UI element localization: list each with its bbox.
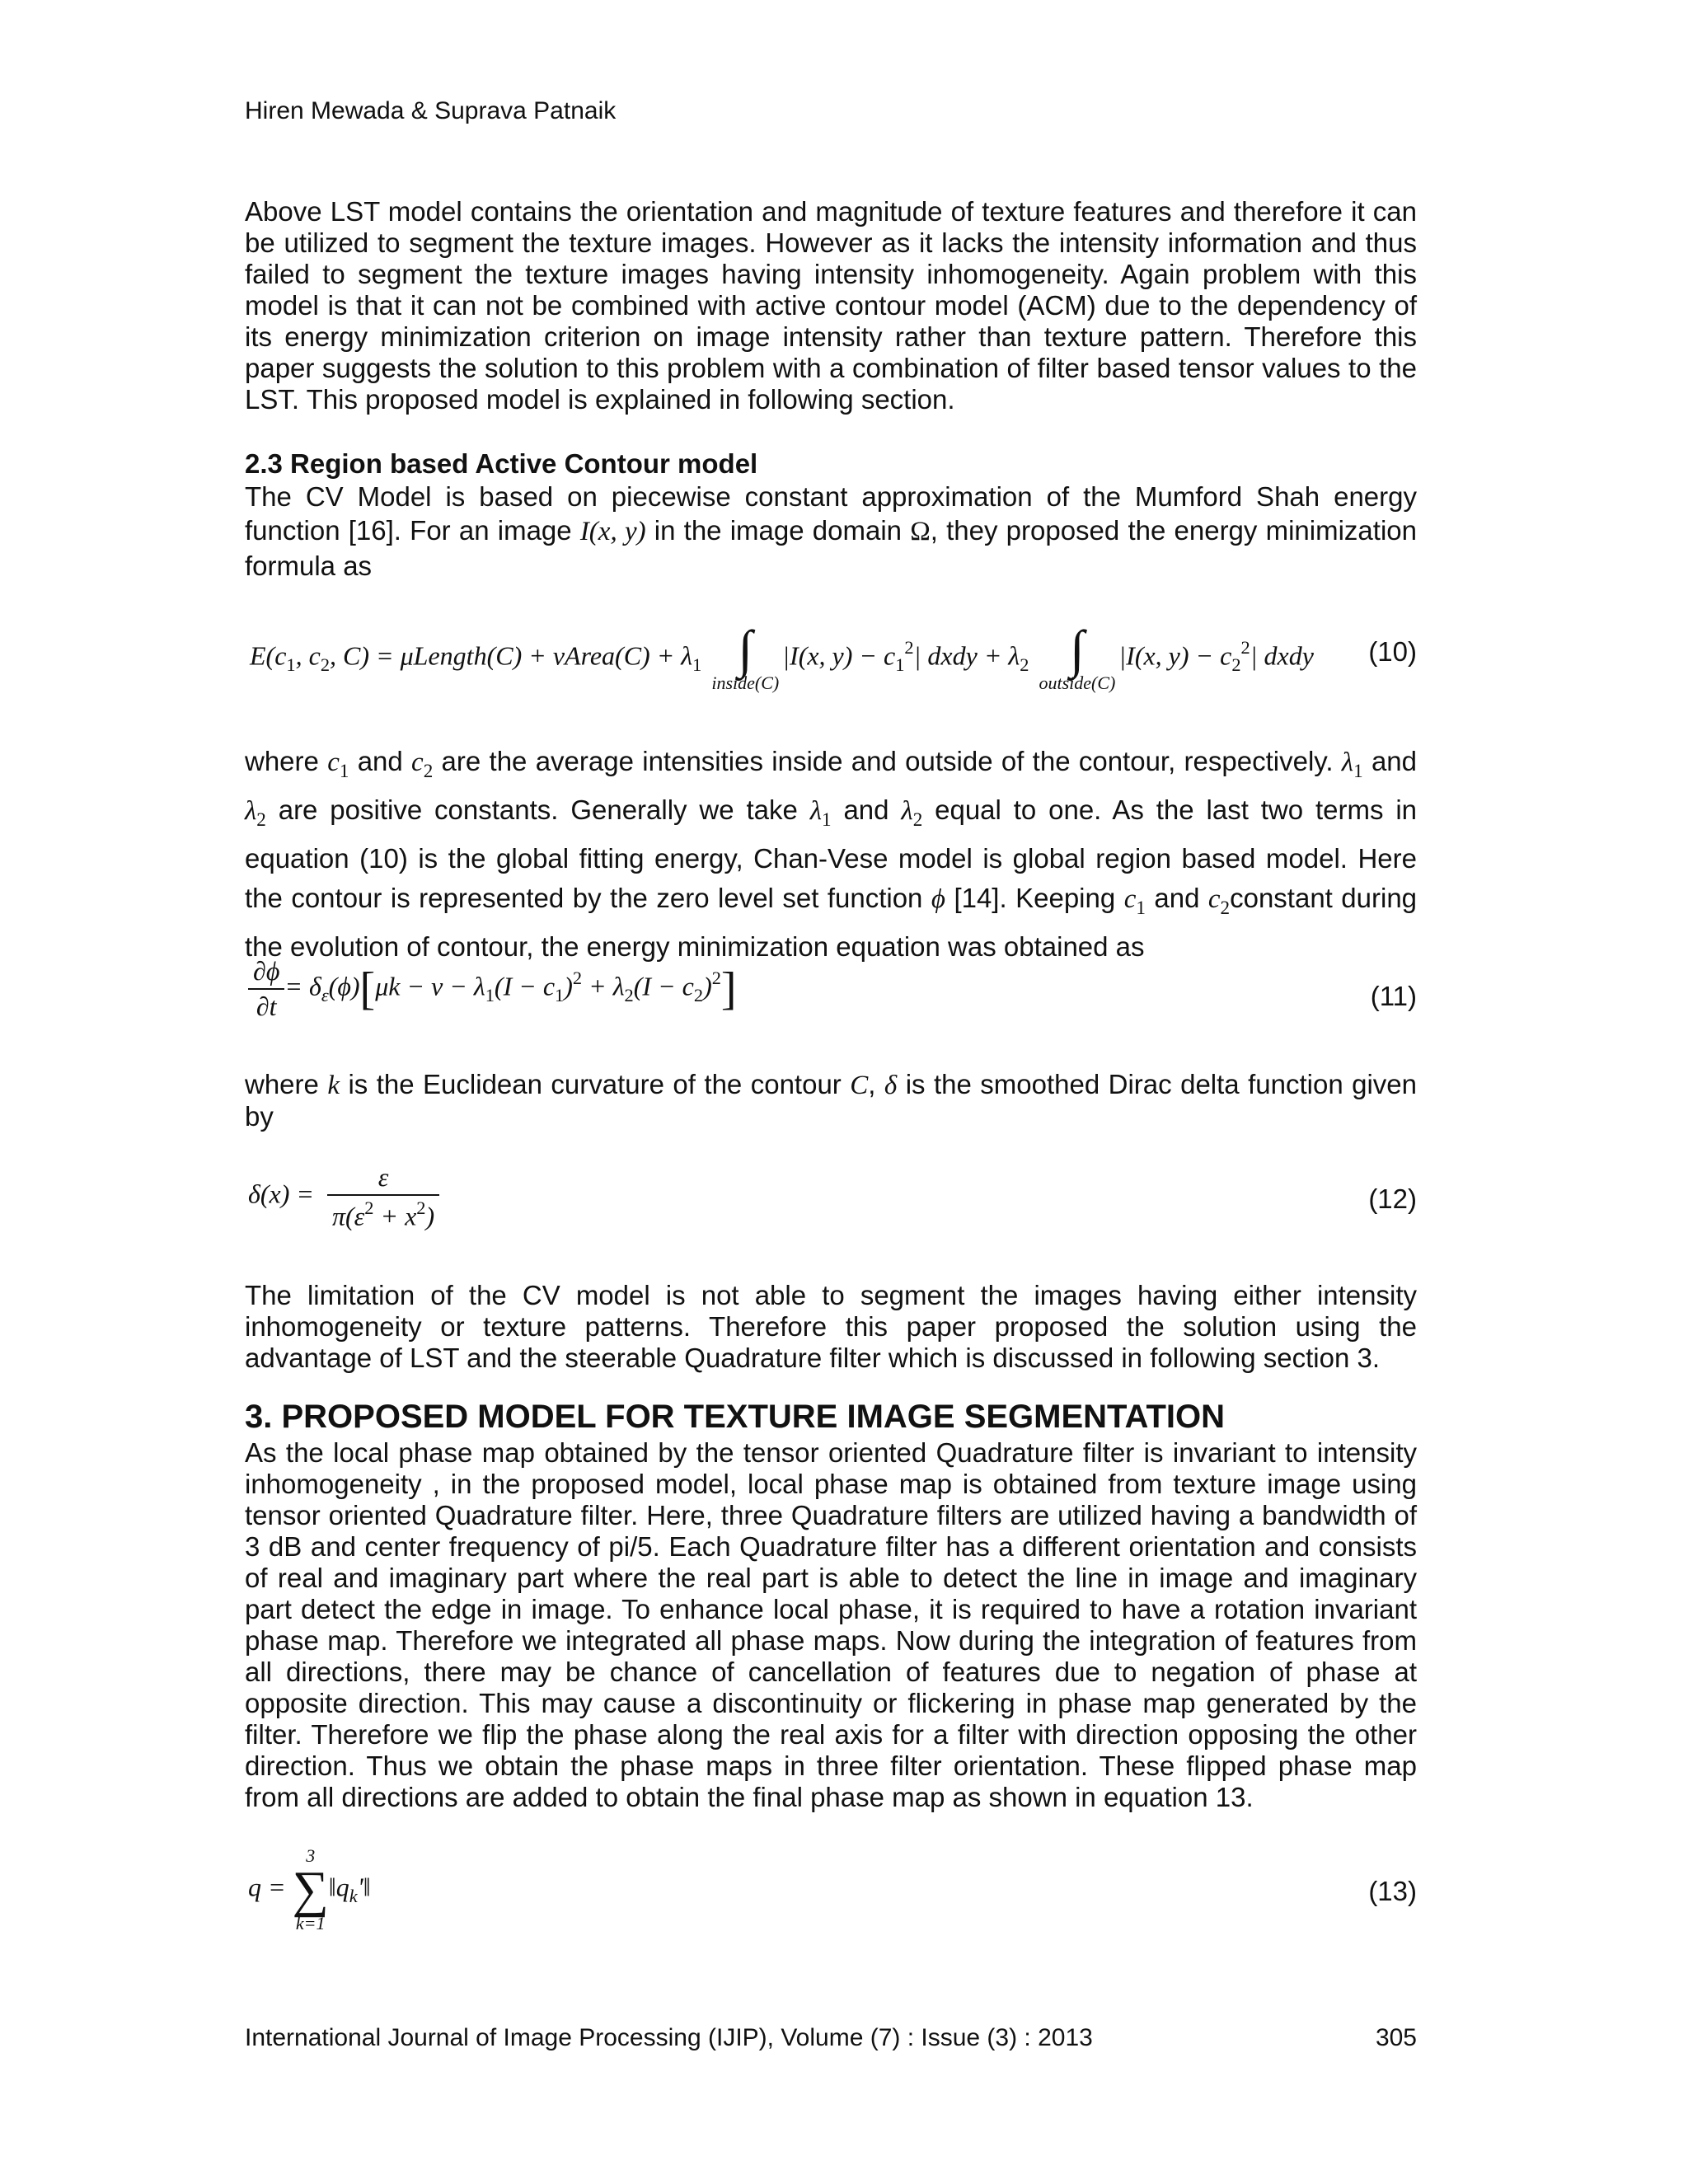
equation-12-body: δ(x) = $\frac{\varepsilon}{\pi(\varepsilon^2 + x^2)}$	[248, 1162, 439, 1231]
math-c1: $c_1$	[327, 748, 349, 782]
paragraph-cv-model	[245, 480, 1417, 583]
integral-outside: ∫ outside(C)	[1039, 620, 1116, 693]
paragraph-curvature: where k is the Euclidean curvature of the contour C, δ is the smoothed Dirac delta function given by	[245, 1069, 1418, 1132]
paragraph-proposed-model: As the local phase map obtained by the tensor oriented Quadrature filter is invariant to intensity inhomogeneity , in the proposed model, local phase map is obtained from texture image using tensor oriented Quadrature filter. Here, three Quadrature filters are utilized having a bandwidth of 3 dB and center frequency of pi/5. Each Quadrature filter has a different orientation and consists of real and imaginary part where the real part is able to detect the line in image and imaginary part detect the edge in image. To enhance local phase, it is required to have a rotation invariant phase map. Therefore we integrated all phase maps. Now during the integration of features from all directions, there may be chance of cancellation of features due to negation of phase at opposite direction. This may cause a discontinuity or flickering in phase map generated by the filter. Therefore we flip the phase along the real axis for a filter with direction opposing the other direction. Thus we obtain the phase maps in three filter orientation. These flipped phase map from all directions are added to obtain the final phase map as shown in equation 13.	[245, 1437, 1417, 1812]
text-fragment: in the image domain	[654, 515, 903, 546]
paragraph-cv-params: where $c_1$ and $c_2$ are the average intensities inside and outside of the contour, respectively. $\lambda_1$ and $\lambda_2$ are positive constants. Generally we take $\lambda_1$ and $\lambda_2$ equal to one. As the last two terms in equation (10) is the global fitting energy, Chan-Vese model is global region based model. Here the contour is represented by the zero level set function ϕ [14]. Keeping $c_1$ and $c_2constant$ during the evolution of contour, the energy minimization equation was obtained as	[245, 746, 1418, 963]
section-heading-3: 3. PROPOSED MODEL FOR TEXTURE IMAGE SEGMENTATION	[245, 1399, 1225, 1435]
math-c2: $c_2$	[1207, 884, 1231, 919]
equation-number-11: (11)	[1370, 981, 1417, 1011]
math-lambda1: $\lambda_1$	[1341, 748, 1363, 782]
equation-number-13: (13)	[1368, 1876, 1417, 1906]
math-image-function: I(x, y)	[579, 517, 646, 546]
paragraph-lst-limitations: Above LST model contains the orientation and magnitude of texture features and therefore it can be utilized to segment the texture images. However as it lacks the intensity information and thus failed to segment the texture images having intensity inhomogeneity. Again problem with this model is that it can not be combined with active contour model (ACM) due to the dependency of its energy minimization criterion on image intensity rather than texture pattern. Therefore this paper suggests the solution to this problem with a combination of filter based tensor values to the LST. This proposed model is explained in following section.	[245, 196, 1417, 415]
partial-derivative-fraction: $\frac{\partial\phi}{\partial t}$	[248, 956, 284, 1022]
equation-11-body: $\frac{\partial\phi}{\partial t}$ = $\delta_\varepsilon(\phi)[\mu k - v - \lambda_1(I - c_1)^2 + \lambda_2(I - c_2)^2]$	[248, 956, 737, 1022]
page-footer	[245, 2024, 1417, 2052]
math-omega: Ω	[910, 517, 931, 546]
summation: 3 ∑ k=1	[292, 1845, 329, 1933]
math-c1: $c_1$	[1123, 884, 1146, 919]
equation-10	[245, 616, 1417, 707]
eq10-lhs: E(c	[250, 640, 287, 671]
equation-number-12: (12)	[1368, 1183, 1417, 1214]
text-fragment: , they proposed the energy minimization formula as	[245, 515, 1417, 581]
text-fragment: The CV Model is based on piecewise constant approximation of the Mumford Shah energy function [16]. For an image	[245, 481, 1417, 546]
page-number: 305	[1375, 2024, 1417, 2051]
section-heading-2-3: 2.3 Region based Active Contour model	[245, 448, 758, 479]
equation-13-body: q = 3 ∑ k=1 $‖q_k'‖$	[248, 1845, 371, 1933]
running-header-authors: Hiren Mewada & Suprava Patnaik	[245, 97, 617, 124]
dirac-fraction: $\frac{\varepsilon}{\pi(\varepsilon^2 + x^2)}$	[327, 1162, 439, 1231]
math-lambda2: $\lambda_2$	[245, 796, 266, 831]
equation-12	[245, 1162, 1417, 1253]
math-delta: δ	[884, 1071, 898, 1100]
math-lambda1: $\lambda_1$	[809, 796, 832, 831]
equation-11	[245, 956, 1417, 1038]
math-C: C	[850, 1071, 869, 1100]
equation-10-body: $E(c_1$, $c_2$, C) = μLength(C) + vArea(C) + $\lambda_1$ ∫ inside(C) |I(x, $y) - c_1^2|$ dxdy + $\lambda_2$ ∫ outside(C) |I(x, $y) - c_2^2|$ dxdy	[250, 620, 1314, 693]
math-phi: ϕ	[931, 884, 945, 915]
math-lambda2: $\lambda_2$	[901, 796, 923, 831]
math-k: k	[327, 1071, 340, 1100]
integral-inside: ∫ inside(C)	[711, 620, 780, 693]
math-c2: $c_2$	[411, 748, 434, 782]
equation-number-10: (10)	[1368, 636, 1417, 667]
paragraph-cv-limitation: The limitation of the CV model is not able to segment the images having either intensity inhomogeneity or texture patterns. Therefore this paper proposed the solution using the advantage of LST and the steerable Quadrature filter which is discussed in following section 3.	[245, 1280, 1417, 1373]
footer-journal: International Journal of Image Processing (IJIP), Volume (7) : Issue (3) : 2013	[245, 2024, 1093, 2051]
equation-13	[245, 1846, 1417, 1945]
